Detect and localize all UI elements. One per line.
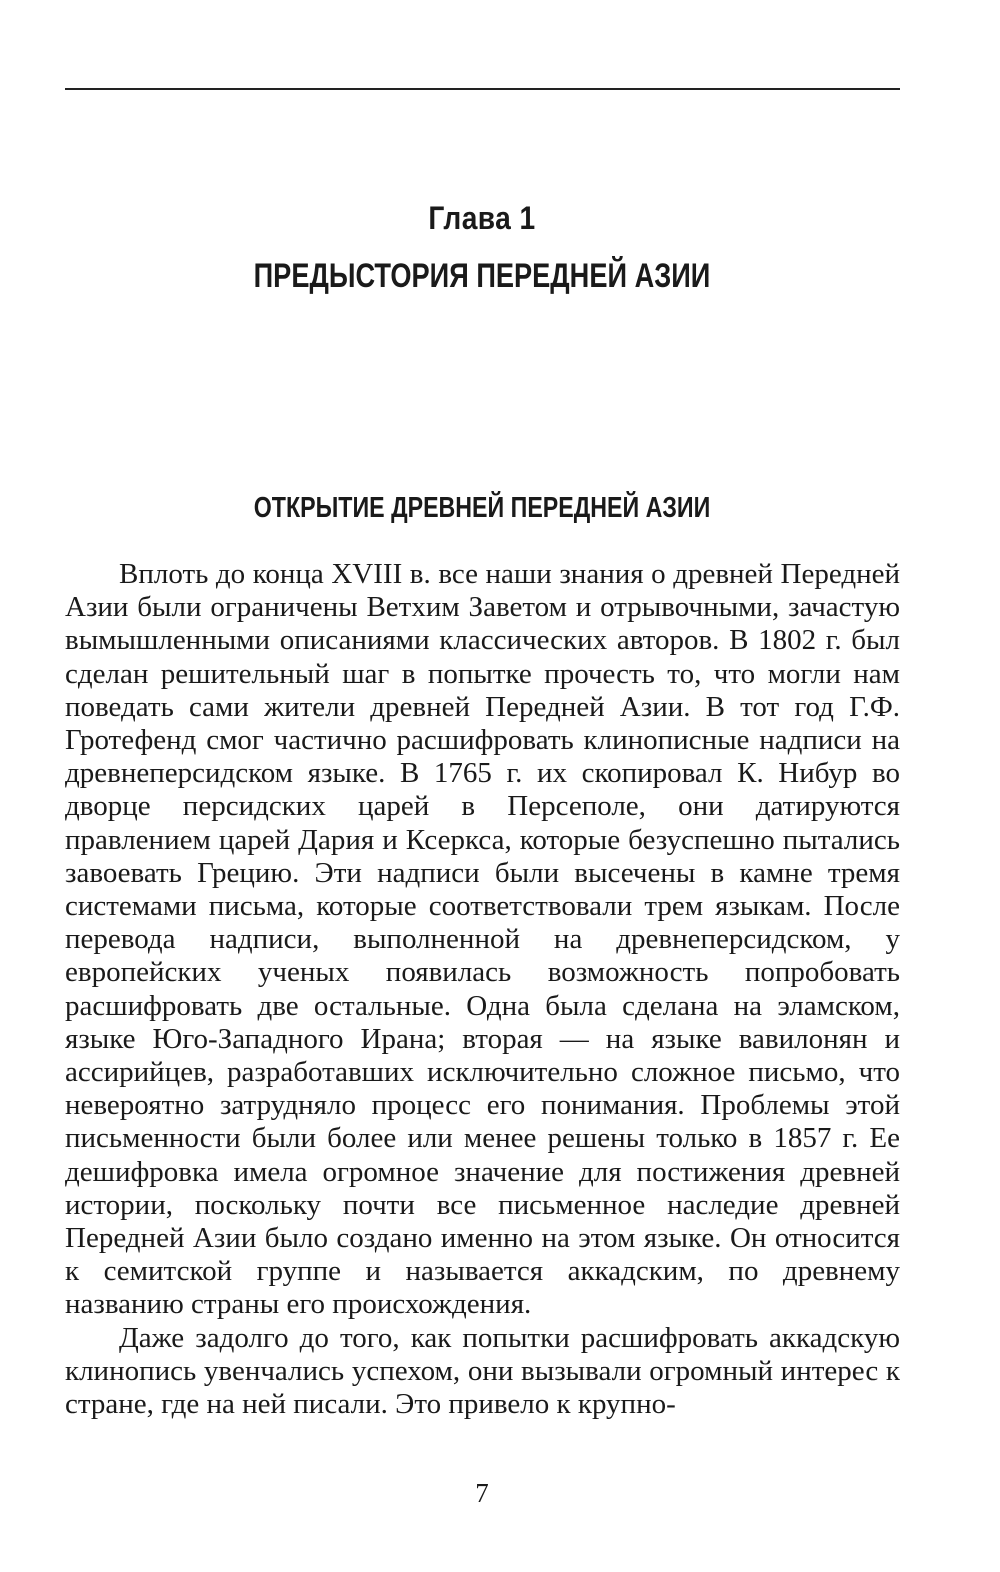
paragraph-1: Вплоть до конца XVIII в. все наши знания о древней Передней Азии были ограничены Ветхим Заветом и отрывочными, зачастую вымышленными описаниями классических авторов. В 1802 г. был сделан решительный шаг в попытке прочесть то, что могли нам поведать сами жители древней Передней Азии. В тот год Г.Ф. Гротефенд смог частично расшифровать клинописные надписи на древнеперсидском языке. В 1765 г. их скопировал К. Нибур во дворце персидских царей в Персеполе, они датируются правлением царей Дария и Ксеркса, которые безуспешно пытались завоевать Грецию. Эти надписи были высечены в камне тремя системами письма, которые соответствовали трем языкам. После перевода надписи, выполненной на древнеперсидском, у европейских ученых появилась возможность попробовать расшифровать две остальные. Одна была сделана на эламском, языке Юго-Западного Ирана; вторая — на языке вавилонян и ассирийцев, разработавших исключительно сложное письмо, что невероятно затрудняло процесс его понимания. Проблемы этой письменности были более или менее решены только в 1857 г. Ее дешифровка имела огромное значение для постижения древней истории, поскольку почти все письменное наследие древней Передней Азии было создано именно на этом языке. Он относится к семитской группе и называется аккадским, по древнему названию страны его происхождения.: [65, 558, 900, 1321]
paragraph-2: Даже задолго до того, как попытки расшифровать аккадскую клинопись увенчались успехом, они вызывали огромный интерес к стране, где на ней писали. Это привело к крупно-: [65, 1321, 900, 1421]
body-text: [65, 558, 900, 1421]
chapter-number: Глава 1: [428, 200, 536, 236]
top-rule: [65, 88, 900, 90]
page-number: 7: [475, 1478, 489, 1508]
chapter-title: ПРЕДЫСТОРИЯ ПЕРЕДНЕЙ АЗИИ: [253, 257, 711, 295]
section-heading: ОТКРЫТИЕ ДРЕВНЕЙ ПЕРЕДНЕЙ АЗИИ: [253, 492, 711, 524]
